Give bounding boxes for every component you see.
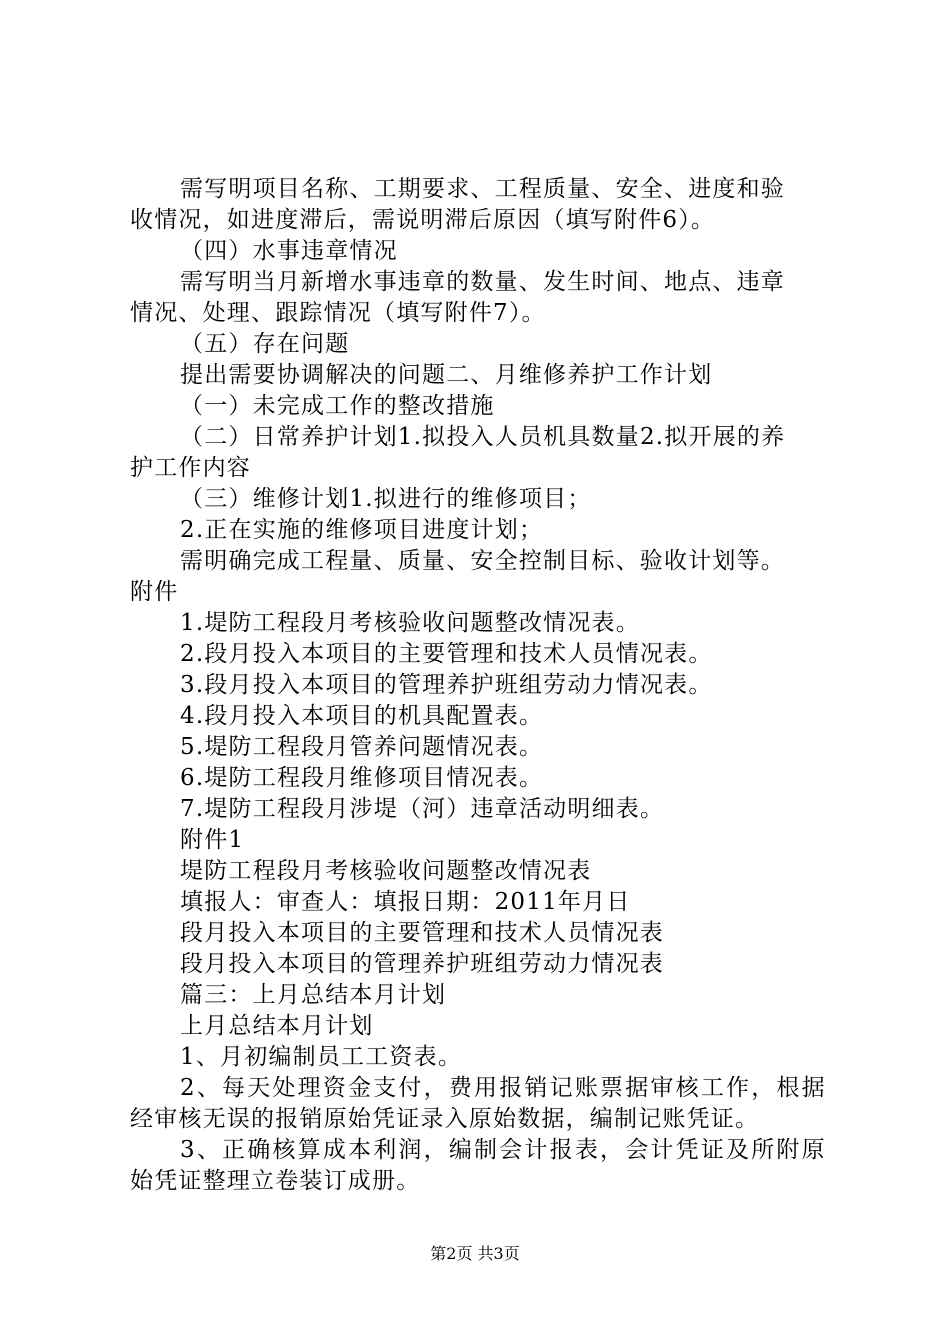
text-line: 经审核无误的报销原始凭证录入原始数据，编制记账凭证。 <box>130 1106 760 1132</box>
list-item: 3、正确核算成本利润，编制会计报表，会计凭证及所附原 <box>180 1137 827 1163</box>
section-heading: （五）存在问题 <box>180 331 350 357</box>
list-item: 3.段月投入本项目的管理养护班组劳动力情况表。 <box>180 672 713 698</box>
section-heading: （一）未完成工作的整改措施 <box>180 393 495 419</box>
text-line: 护工作内容 <box>130 455 251 481</box>
list-item: 1.堤防工程段月考核验收问题整改情况表。 <box>180 610 640 636</box>
text-line: （三）维修计划1.拟进行的维修项目； <box>180 486 592 512</box>
document-body <box>130 174 830 1197</box>
text-line: 附件 <box>130 579 179 605</box>
text-line: 填报人：审查人：填报日期：2011年月日 <box>180 889 631 915</box>
text-line: 提出需要协调解决的问题二、月维修养护工作计划 <box>180 362 713 388</box>
list-item: 6.堤防工程段月维修项目情况表。 <box>180 765 544 791</box>
list-item: 7.堤防工程段月涉堤（河）违章活动明细表。 <box>180 796 665 822</box>
text-line: 收情况，如进度滞后，需说明滞后原因（填写附件6）。 <box>130 207 716 233</box>
text-line: 附件1 <box>180 827 245 853</box>
text-line: 始凭证整理立卷装订成册。 <box>130 1168 421 1194</box>
list-item: 1、月初编制员工工资表。 <box>180 1044 463 1070</box>
text-line: 需写明项目名称、工期要求、工程质量、安全、进度和验 <box>180 176 785 202</box>
text-line: 2.正在实施的维修项目进度计划； <box>180 517 544 543</box>
text-line: 段月投入本项目的主要管理和技术人员情况表 <box>180 920 664 946</box>
section-heading: 篇三：上月总结本月计划 <box>180 982 447 1008</box>
text-line: 段月投入本项目的管理养护班组劳动力情况表 <box>180 951 664 977</box>
page-footer: 第2页 共3页 <box>430 1244 520 1263</box>
text-line: 需明确完成工程量、质量、安全控制目标、验收计划等。 <box>180 548 785 574</box>
list-item: 5.堤防工程段月管养问题情况表。 <box>180 734 544 760</box>
section-heading: 上月总结本月计划 <box>180 1013 374 1039</box>
text-line: 堤防工程段月考核验收问题整改情况表 <box>180 858 592 884</box>
section-heading: （四）水事违章情况 <box>180 238 398 264</box>
text-line: 需写明当月新增水事违章的数量、发生时间、地点、违章 <box>180 269 785 295</box>
list-item: 2、每天处理资金支付，费用报销记账票据审核工作，根据 <box>180 1075 827 1101</box>
list-item: 4.段月投入本项目的机具配置表。 <box>180 703 544 729</box>
text-line: （二）日常养护计划1.拟投入人员机具数量2.拟开展的养 <box>180 424 786 450</box>
list-item: 2.段月投入本项目的主要管理和技术人员情况表。 <box>180 641 713 667</box>
text-line: 情况、处理、跟踪情况（填写附件7）。 <box>130 300 546 326</box>
